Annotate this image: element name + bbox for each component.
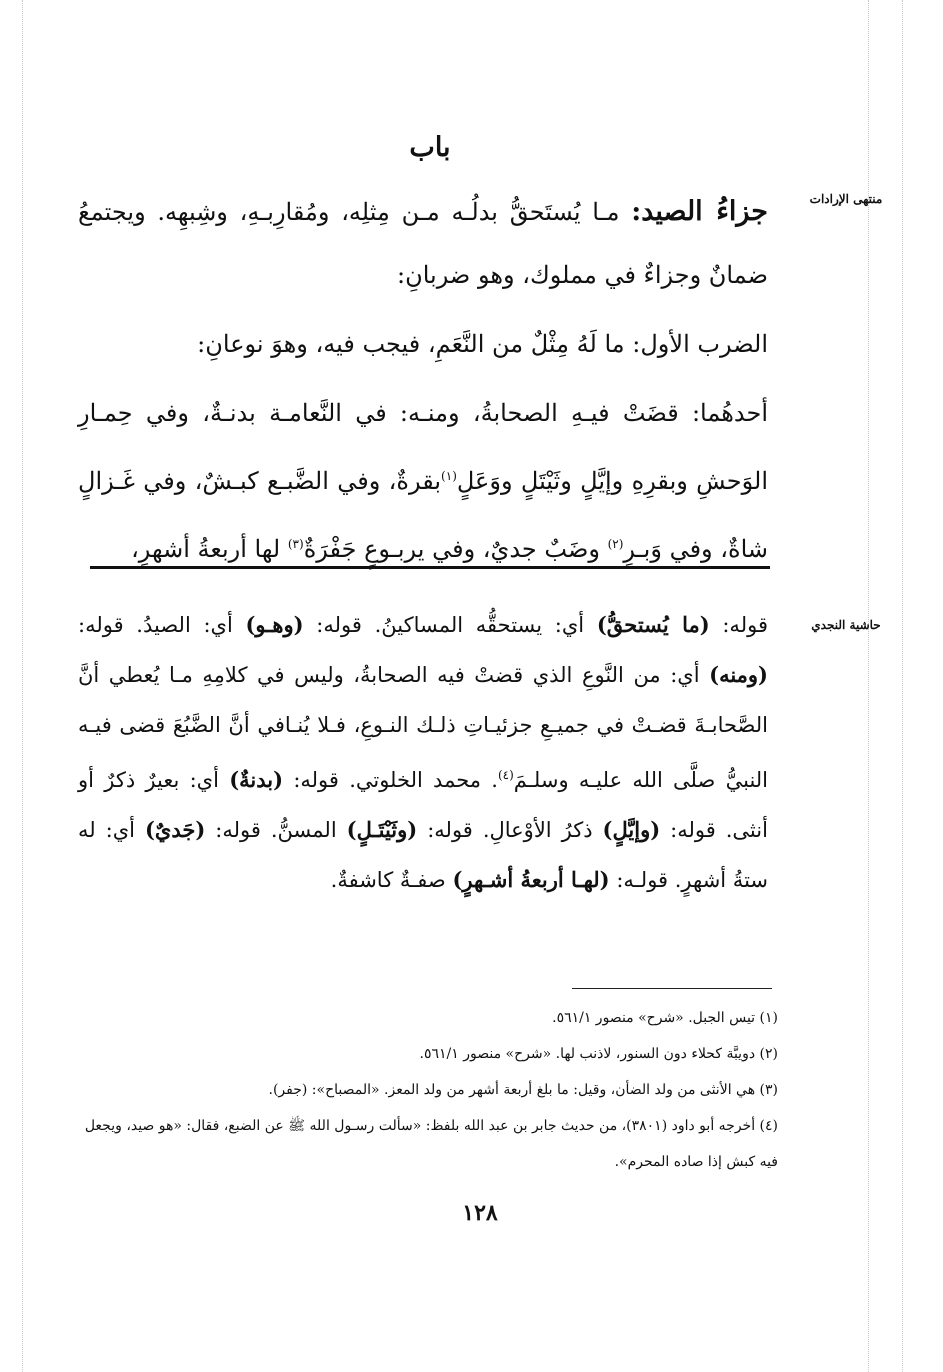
footnote-ref-2[interactable]: (٢) bbox=[607, 537, 624, 551]
main-term: جزاءُ الصيد: bbox=[631, 196, 768, 227]
commentary-seg-5: أي: الصيدُ. قوله: bbox=[78, 613, 233, 637]
commentary-lemma-1: (ما يُستحقُّ) bbox=[596, 612, 710, 637]
commentary-seg-1: قوله: bbox=[722, 613, 768, 637]
chapter-heading: باب bbox=[409, 132, 451, 163]
commentary-lemma-2: (وهـو) bbox=[245, 612, 304, 637]
commentary-seg-18: صفـةٌ كاشفةٌ. bbox=[330, 868, 446, 892]
commentary-seg-8: . محمد الخلوتي. قوله: bbox=[293, 768, 498, 792]
footnote-3: (٣) هي الأنثى من ولد الضأن، وقيل: ما بلغ أربعة أشهر من ولد المعز. «المصباح»: (جفر). bbox=[268, 1082, 778, 1098]
commentary-text bbox=[78, 600, 768, 905]
commentary-lemma-7: (جَديٌ) bbox=[144, 817, 206, 842]
footnote-4: (٤) أخرجه أبو داود (٣٨٠١)، من حديث جابر بن عبد الله بلفظ: «سألت رسـول الله ﷺ عن الضبع، فقال: «هو صيد، ويجعل فيه كبش إذا صاده المحرم». bbox=[84, 1118, 778, 1170]
main-paragraph-2: الضرب الأول: ما لَهُ مِثْلٌ من النَّعَمِ، فيجب فيه، وهوَ نوعانِ: bbox=[197, 330, 768, 358]
footnote-ref-1[interactable]: (١) bbox=[441, 469, 457, 483]
commentary-seg-3: أي: يستحقُّه المساكينُ. قوله: bbox=[316, 613, 585, 637]
main-paragraph-1 bbox=[78, 180, 768, 307]
footnote-1: (١) تيس الجبل. «شرح» منصور ٥٦١/١. bbox=[552, 1010, 778, 1026]
footnote-divider bbox=[572, 988, 772, 989]
commentary-seg-12: ذكرُ الأوْعالِ. قوله: bbox=[427, 818, 593, 842]
main-paragraph-3 bbox=[78, 382, 768, 581]
footnote-ref-3[interactable]: (٣) bbox=[287, 537, 304, 551]
commentary-lemma-8: (لهـا أربعةُ أشـهرٍ) bbox=[452, 867, 610, 892]
footnote-ref-4[interactable]: (٤) bbox=[497, 768, 514, 782]
main-paragraph-3-part4: لها أربعةُ أشهرٍ، bbox=[131, 535, 281, 563]
scan-dots-left bbox=[22, 0, 23, 1372]
commentary-lemma-6: (وثَيْتَـلٍ) bbox=[346, 817, 418, 842]
side-label-commentary: حاشية النجدي bbox=[811, 618, 881, 632]
main-paragraph-3-part2: بقرةٌ، وفي الضَّبـع كبـشٌ، وفي غَـزالٍ شاةٌ، وفي وَبـرٍ bbox=[78, 467, 768, 563]
commentary-seg-10: أي: بعيرٌ ذكرٌ أو أنثى. قوله: bbox=[78, 768, 768, 842]
commentary-lemma-5: (وإيَّلٍ) bbox=[602, 817, 661, 842]
commentary-seg-16: أي: له ستةُ أشهرٍ. قولـه: bbox=[78, 818, 768, 892]
commentary-lemma-3: (ومنه) bbox=[709, 662, 768, 687]
commentary-seg-7: أي: من النَّوعِ الذي قضتْ فيه الصحابةُ، وليس في كلامِهِ مـا يُعطي أنَّ الصَّحابـةَ قضـتْ في جميـعِ جزئيـاتِ ذلـك النـوعِ، فـلا يُنـافي أنَّ الضَّبُعَ قضى فيـه النبيُّ صلَّى الله عليـه وسلـمَ bbox=[78, 663, 769, 792]
main-paragraph-1-text: مـا يُستَحقُّ بدلُـه مـن مِثلِه، ومُقارِبـهِ، وشِبهِه. ويجتمعُ ضمانٌ وجزاءٌ في مملوك، وهو ضربانِ: bbox=[78, 198, 768, 289]
commentary-seg-14: المسنُّ. قوله: bbox=[215, 818, 337, 842]
footnote-2: (٢) دويبَّة كحلاء دون السنور، لاذنب لها. «شرح» منصور ٥٦١/١. bbox=[419, 1046, 778, 1062]
commentary-lemma-4: (بدنةٌ) bbox=[229, 767, 284, 792]
page-number: ١٢٨ bbox=[462, 1200, 498, 1226]
scan-dots-edge bbox=[902, 0, 903, 1372]
side-label-main: منتهى الإرادات bbox=[809, 192, 883, 206]
footnotes bbox=[78, 1000, 778, 1180]
section-divider bbox=[90, 566, 770, 569]
main-text bbox=[78, 180, 768, 581]
main-paragraph-3-part3: وضَبٌ جديٌ، وفي يربـوعٍ جَفْرَةٌ bbox=[303, 535, 600, 563]
main-paragraph-3-part1: أحدهُما: قضَتْ فيـهِ الصحابةُ، ومنـه: في النَّعامـة بدنـةٌ، وفي حِمـارِ الوَحشِ وبقرِهِ وإيَّلٍ وثَيْتَلٍ ووَعَلٍ bbox=[78, 399, 768, 495]
